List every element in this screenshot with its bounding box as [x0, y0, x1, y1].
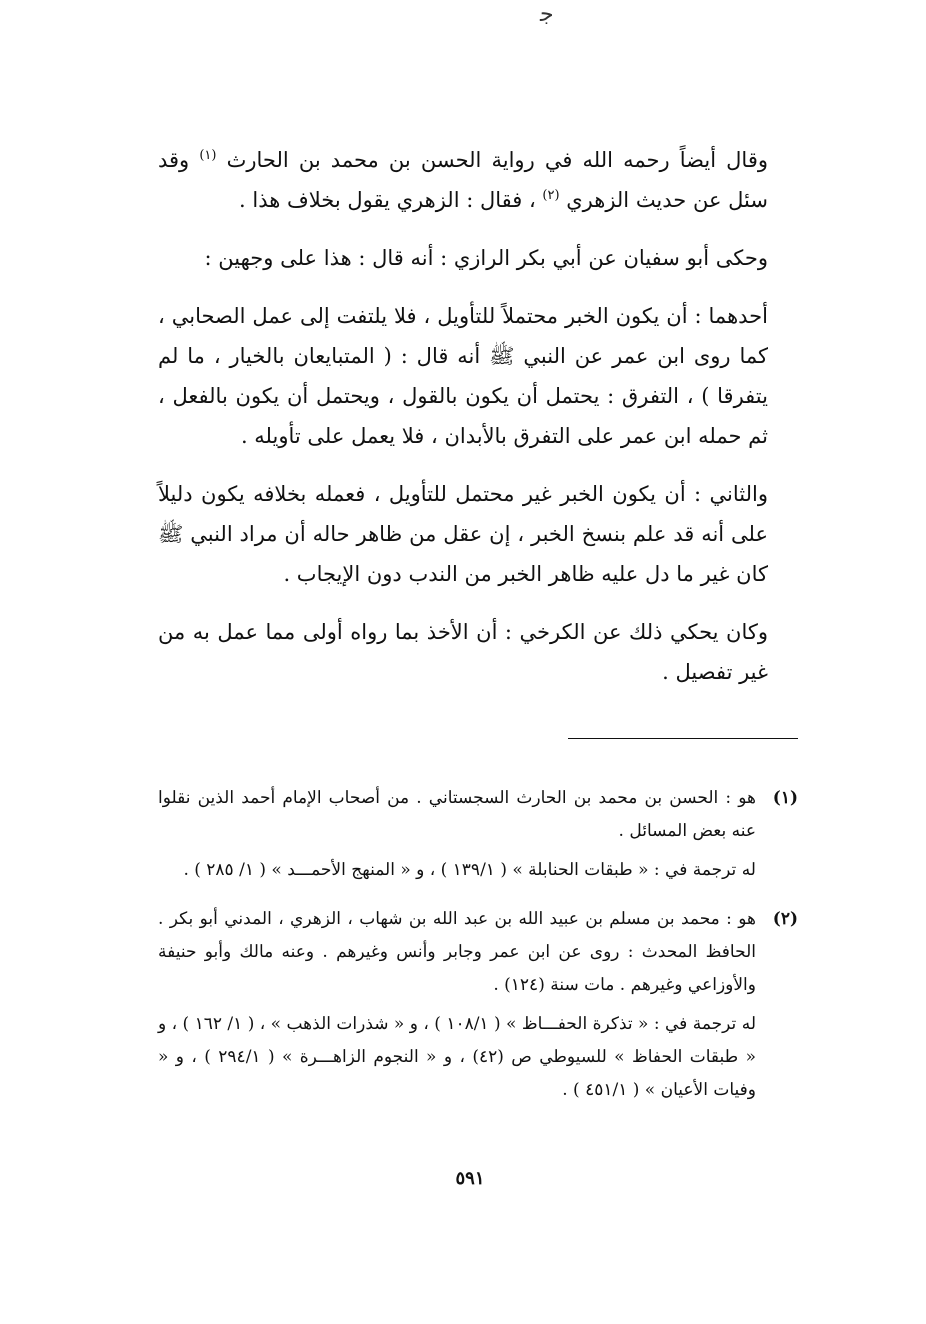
- footnote-ref-1[interactable]: (١): [199, 148, 217, 163]
- footnote-1-body: [158, 782, 756, 893]
- page-number: ٥٩١: [455, 1168, 485, 1189]
- footnote-2: [158, 903, 798, 1113]
- paragraph-4: والثاني : أن يكون الخبر غير محتمل للتأويل ، فعمله بخلافه يكون دليلاً على أنه قد علم بنسخ الخبر ، إن عقل من ظاهر حاله أن مراد النبي ﷺ كان غير ما دل عليه ظاهر الخبر من الندب دون الإيجاب .: [158, 482, 768, 586]
- footnote-2-number: (٢): [772, 909, 798, 929]
- footnote-2-line-1: هو : محمد بن مسلم بن عبيد الله بن عبد الله بن شهاب ، الزهري ، المدني أبو بكر . الحافظ المحدث : روى عن ابن عمر وجابر وأنس وغيرهم . وعنه مالك وأبو حنيفة والأوزاعي وغيرهم . مات سنة (١٢٤) .: [158, 909, 756, 995]
- page-corner-mark: ﺟ: [540, 2, 554, 27]
- footnote-separator: [568, 738, 798, 739]
- paragraph-1: [158, 140, 768, 220]
- footnote-1: [158, 782, 798, 893]
- paragraph-1-text-a: وقال أيضاً رحمه الله في رواية الحسن بن محمد بن الحارث: [216, 148, 768, 172]
- footnotes: [158, 782, 798, 1123]
- paragraph-5: وكان يحكي ذلك عن الكرخي : أن الأخذ بما رواه أولى مما عمل به من غير تفصيل .: [158, 620, 768, 684]
- footnote-2-body: [158, 903, 756, 1113]
- footnote-1-number: (١): [772, 788, 798, 808]
- footnote-2-line-2: له ترجمة في : « تذكرة الحفـــاظ » ( ١٠٨/١ ) ، و « شذرات الذهب » ، ( ١/ ١٦٢ ) ، و « طبقات الحفاظ » للسيوطي ص (٤٢) ، و « النجوم الزاهـــرة » ( ٢٩٤/١ ) ، و « وفيات الأعيان » ( ٤٥١/١ ) .: [158, 1014, 756, 1100]
- paragraph-2: وحكى أبو سفيان عن أبي بكر الرازي : أنه قال : هذا على وجهين :: [204, 246, 768, 270]
- main-text: [158, 140, 768, 710]
- footnote-1-line-1: هو : الحسن بن محمد بن الحارث السجستاني . من أصحاب الإمام أحمد الذين نقلوا عنه بعض المسائل .: [158, 788, 756, 841]
- paragraph-1-text-b: وقد سئل عن حديث الزهري: [158, 148, 768, 212]
- paragraph-1-text-c: ، فقال : الزهري يقول بخلاف هذا .: [239, 188, 543, 212]
- footnote-ref-2[interactable]: (٢): [542, 188, 560, 203]
- paragraph-3: أحدهما : أن يكون الخبر محتملاً للتأويل ، فلا يلتفت إلى عمل الصحابي ، كما روى ابن عمر عن النبي ﷺ أنه قال : ( المتبايعان بالخيار ، ما لم يتفرقا ) ، التفرق : يحتمل أن يكون بالقول ، ويحتمل أن يكون بالفعل ، ثم حمله ابن عمر على التفرق بالأبدان ، فلا يعمل على تأويله .: [158, 304, 768, 448]
- footnote-1-line-2: له ترجمة في : « طبقات الحنابلة » ( ١٣٩/١ ) ، و « المنهج الأحمـــد » ( ١/ ٢٨٥ ) .: [183, 860, 756, 880]
